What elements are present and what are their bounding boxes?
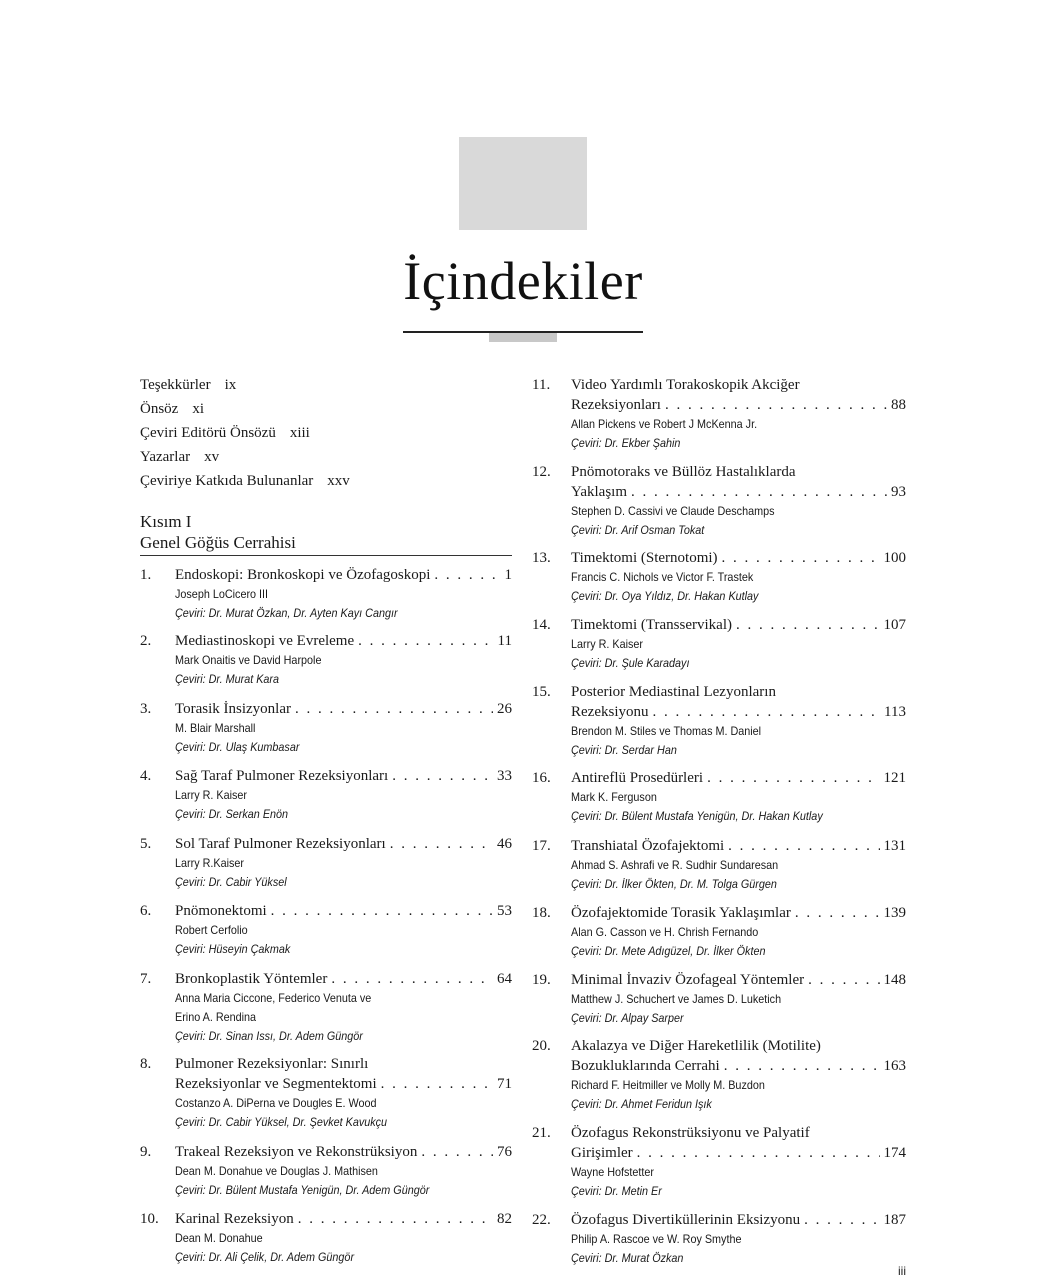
chapter-number: 21. [532, 1125, 551, 1141]
chapter-title-line: Özofagus Rekonstrüksiyonu ve Palyatif [571, 1125, 810, 1141]
toc-entry[interactable] [532, 903, 906, 961]
chapter-title-text: Transhiatal Özofajektomi [571, 838, 725, 854]
chapter-title [571, 903, 906, 923]
dot-leader [631, 482, 887, 502]
chapter-title-text: Rezeksiyonları [571, 397, 661, 413]
chapter-title-text: Antireflü Prosedürleri [571, 770, 704, 786]
chapter-title-line: Posterior Mediastinal Lezyonların [571, 684, 776, 700]
chapter-translator: Çeviri: Dr. Murat Kara [175, 672, 280, 686]
chapter-authors: Alan G. Casson ve H. Chrish Fernando [571, 925, 759, 939]
chapter-title-line: Video Yardımlı Torakoskopik Akciğer [571, 377, 800, 393]
chapter-number: 22. [532, 1212, 551, 1228]
chapter-title-text: Torasik İnsizyonlar [175, 701, 292, 717]
chapter-title-text: Sağ Taraf Pulmoner Rezeksiyonları [175, 768, 389, 784]
chapter-translator: Çeviri: Dr. Şule Karadayı [571, 656, 690, 670]
dot-leader [298, 1209, 493, 1229]
chapter-title-text: Trakeal Rezeksiyon ve Rekonstrüksiyon [175, 1144, 418, 1160]
front-matter-item[interactable]: Önsöz xi [140, 401, 204, 417]
dot-leader [331, 969, 493, 989]
toc-entry[interactable] [140, 699, 512, 757]
chapter-page-number: 53 [497, 903, 512, 919]
part-title: Genel Göğüs Cerrahisi [140, 533, 296, 552]
chapter-title [175, 901, 512, 921]
front-matter-list [140, 373, 350, 493]
chapter-title [175, 766, 512, 786]
front-matter-item[interactable]: Teşekkürler ix [140, 377, 237, 393]
chapter-translator: Çeviri: Dr. Sinan Issı, Dr. Adem Güngör [175, 1029, 363, 1043]
chapter-body [175, 766, 512, 824]
chapter-number: 19. [532, 972, 551, 988]
chapter-body [175, 565, 512, 623]
chapter-body [571, 462, 906, 540]
chapter-page-number: 163 [883, 1058, 906, 1074]
chapter-translator: Çeviri: Dr. İlker Ökten, Dr. M. Tolga Gürgen [571, 877, 777, 891]
chapter-authors: Larry R.Kaiser [175, 856, 245, 870]
chapter-body [175, 969, 512, 1046]
chapter-number: 18. [532, 905, 551, 921]
toc-entry[interactable] [140, 766, 512, 824]
chapter-authors: Larry R. Kaiser [175, 788, 248, 802]
dot-leader [724, 1056, 880, 1076]
chapter-title [175, 969, 512, 989]
chapter-title [571, 970, 906, 990]
chapter-page-number: 46 [497, 836, 512, 852]
chapter-title [175, 631, 512, 651]
chapter-title-text: Bronkoplastik Yöntemler [175, 971, 328, 987]
chapter-page-number: 64 [497, 971, 512, 987]
chapter-number: 2. [140, 633, 152, 649]
chapter-number: 11. [532, 377, 551, 393]
dot-leader [434, 565, 500, 585]
chapter-body [571, 682, 906, 760]
chapter-page-number: 1 [504, 567, 512, 583]
chapter-body [571, 970, 906, 1028]
toc-entry[interactable] [532, 1210, 906, 1268]
toc-entry[interactable] [532, 682, 906, 760]
chapter-title-line: Pnömotoraks ve Büllöz Hastalıklarda [571, 464, 796, 480]
dot-leader [381, 1074, 493, 1094]
dot-leader [707, 768, 879, 788]
chapter-authors: Erino A. Rendina [175, 1010, 257, 1024]
chapter-title [175, 1142, 512, 1162]
toc-entry[interactable] [140, 969, 512, 1046]
chapter-page-number: 113 [884, 704, 906, 720]
chapter-authors: Joseph LoCicero III [175, 587, 269, 601]
toc-entry[interactable] [140, 901, 512, 959]
part-label: Kısım I [140, 512, 192, 531]
toc-entry[interactable] [140, 631, 512, 689]
chapter-authors: Larry R. Kaiser [571, 637, 644, 651]
chapter-authors: Brendon M. Stiles ve Thomas M. Daniel [571, 724, 762, 738]
dot-leader [358, 631, 493, 651]
chapter-title [571, 482, 906, 502]
chapter-number: 6. [140, 903, 152, 919]
chapter-translator: Çeviri: Dr. Metin Er [571, 1184, 662, 1198]
chapter-page-number: 26 [497, 701, 512, 717]
chapter-title [175, 834, 512, 854]
chapter-title-text: Karinal Rezeksiyon [175, 1211, 294, 1227]
toc-entry[interactable] [140, 1209, 512, 1267]
chapter-body [175, 631, 512, 689]
chapter-body [571, 903, 906, 961]
toc-entry[interactable] [532, 1036, 906, 1114]
chapter-translator: Çeviri: Dr. Alpay Sarper [571, 1011, 684, 1025]
toc-entry[interactable] [140, 565, 512, 623]
chapter-number: 5. [140, 836, 152, 852]
dot-leader [392, 766, 493, 786]
chapter-authors: Ahmad S. Ashrafi ve R. Sudhir Sundaresan [571, 858, 779, 872]
page-title: İçindekiler [403, 251, 643, 311]
chapter-body [571, 615, 906, 673]
chapter-authors: Dean M. Donahue [175, 1231, 263, 1245]
chapter-body [571, 1210, 906, 1268]
front-matter-item[interactable]: Yazarlar xv [140, 449, 220, 465]
chapter-number: 13. [532, 550, 551, 566]
chapter-translator: Çeviri: Dr. Serdar Han [571, 743, 677, 757]
chapter-number: 9. [140, 1144, 152, 1160]
chapter-number: 8. [140, 1056, 152, 1072]
dot-leader [421, 1142, 493, 1162]
chapter-body [175, 1054, 512, 1132]
chapter-authors: Dean M. Donahue ve Douglas J. Mathisen [175, 1164, 378, 1178]
chapter-number: 14. [532, 617, 551, 633]
dot-leader [271, 901, 493, 921]
chapter-translator: Çeviri: Dr. Bülent Mustafa Yenigün, Dr. Hakan Kutlay [571, 809, 823, 823]
chapter-title [571, 1210, 906, 1230]
chapter-body [571, 1036, 906, 1114]
chapter-number: 4. [140, 768, 152, 784]
chapter-title [571, 1143, 906, 1163]
chapter-title [571, 836, 906, 856]
toc-entry[interactable] [532, 462, 906, 540]
chapter-translator: Çeviri: Dr. Ekber Şahin [571, 436, 681, 450]
chapter-translator: Çeviri: Dr. Ali Çelik, Dr. Adem Güngör [175, 1250, 355, 1264]
chapter-page-number: 11 [497, 633, 512, 649]
part-heading [140, 512, 512, 556]
chapter-body [571, 548, 906, 606]
chapter-title-text: Endoskopi: Bronkoskopi ve Özofagoskopi [175, 567, 431, 583]
dot-leader [665, 395, 887, 415]
chapter-authors: Francis C. Nichols ve Victor F. Trastek [571, 570, 754, 584]
chapter-title-text: Rezeksiyonu [571, 704, 649, 720]
chapter-title [571, 702, 906, 722]
chapter-page-number: 88 [891, 397, 906, 413]
chapter-translator: Çeviri: Dr. Mete Adıgüzel, Dr. İlker Ökten [571, 944, 766, 958]
chapter-title-text: Minimal İnvaziv Özofageal Yöntemler [571, 972, 805, 988]
chapter-number: 17. [532, 838, 551, 854]
chapter-authors: Allan Pickens ve Robert J McKenna Jr. [571, 417, 758, 431]
chapter-authors: Robert Cerfolio [175, 923, 248, 937]
chapter-page-number: 93 [891, 484, 906, 500]
toc-entry[interactable] [140, 834, 512, 892]
title-tab-decoration [489, 333, 557, 342]
chapter-title-text: Timektomi (Sternotomi) [571, 550, 718, 566]
chapter-authors: Anna Maria Ciccone, Federico Venuta ve [175, 991, 372, 1005]
chapter-translator: Çeviri: Dr. Cabir Yüksel, Dr. Şevket Kavukçu [175, 1115, 388, 1129]
dot-leader [808, 970, 879, 990]
toc-entry[interactable] [532, 548, 906, 606]
chapter-authors: Stephen D. Cassivi ve Claude Deschamps [571, 504, 775, 518]
dot-leader [722, 548, 880, 568]
chapter-body [571, 375, 906, 453]
chapter-page-number: 131 [883, 838, 906, 854]
chapter-page-number: 33 [497, 768, 512, 784]
chapter-title-text: Yaklaşım [571, 484, 627, 500]
chapter-number: 1. [140, 567, 152, 583]
chapter-translator: Çeviri: Dr. Oya Yıldız, Dr. Hakan Kutlay [571, 589, 759, 603]
chapter-page-number: 174 [883, 1145, 906, 1161]
chapter-authors: Matthew J. Schuchert ve James D. Luketich [571, 992, 782, 1006]
chapter-authors: Richard F. Heitmiller ve Molly M. Buzdon [571, 1078, 765, 1092]
chapter-authors: Mark Onaitis ve David Harpole [175, 653, 322, 667]
chapter-page-number: 107 [883, 617, 906, 633]
front-matter-item[interactable]: Çeviri Editörü Önsözü xiii [140, 425, 310, 441]
toc-entry[interactable] [532, 375, 906, 453]
chapter-title-text: Bozukluklarında Cerrahi [571, 1058, 720, 1074]
chapter-body [175, 834, 512, 892]
chapter-translator: Çeviri: Dr. Ulaş Kumbasar [175, 740, 300, 754]
chapter-number: 3. [140, 701, 152, 717]
chapter-authors: Mark K. Ferguson [571, 790, 657, 804]
chapter-title [175, 1074, 512, 1094]
chapter-translator: Çeviri: Dr. Murat Özkan [571, 1251, 684, 1265]
chapter-title [175, 565, 512, 585]
chapter-translator: Çeviri: Dr. Arif Osman Tokat [571, 523, 705, 537]
chapter-title [571, 395, 906, 415]
chapter-translator: Çeviri: Dr. Cabir Yüksel [175, 875, 287, 889]
dot-leader [390, 834, 493, 854]
chapter-title-text: Sol Taraf Pulmoner Rezeksiyonları [175, 836, 386, 852]
dot-leader [637, 1143, 880, 1163]
chapter-number: 10. [140, 1211, 159, 1227]
chapter-translator: Çeviri: Dr. Bülent Mustafa Yenigün, Dr. Adem Güngör [175, 1183, 430, 1197]
toc-entry[interactable] [532, 768, 906, 826]
chapter-page-number: 71 [497, 1076, 512, 1092]
toc-entry[interactable] [532, 970, 906, 1028]
chapter-body [571, 1123, 906, 1201]
chapter-number: 7. [140, 971, 152, 987]
chapter-number: 16. [532, 770, 551, 786]
chapter-title-text: Özofajektomide Torasik Yaklaşımlar [571, 905, 791, 921]
chapter-page-number: 187 [883, 1212, 906, 1228]
chapter-translator: Çeviri: Dr. Serkan Enön [175, 807, 289, 821]
chapter-title [175, 699, 512, 719]
chapter-title [571, 1056, 906, 1076]
header-grey-box [459, 137, 587, 230]
chapter-page-number: 121 [883, 770, 906, 786]
chapter-number: 12. [532, 464, 551, 480]
dot-leader [295, 699, 493, 719]
chapter-translator: Çeviri: Hüseyin Çakmak [175, 942, 291, 956]
chapter-body [175, 901, 512, 959]
chapter-title-text: Özofagus Divertiküllerinin Eksizyonu [571, 1212, 801, 1228]
toc-entry[interactable] [532, 1123, 906, 1201]
dot-leader [795, 903, 880, 923]
chapter-body [175, 1142, 512, 1200]
chapter-body [571, 836, 906, 894]
chapter-authors: Costanzo A. DiPerna ve Dougles E. Wood [175, 1096, 377, 1110]
chapter-authors: Wayne Hofstetter [571, 1165, 655, 1179]
toc-entry[interactable] [532, 836, 906, 894]
chapter-page-number: 82 [497, 1211, 512, 1227]
toc-entry[interactable] [140, 1054, 512, 1132]
chapter-title-text: Rezeksiyonlar ve Segmentektomi [175, 1076, 377, 1092]
chapter-title-text: Pnömonektomi [175, 903, 267, 919]
chapter-translator: Çeviri: Dr. Murat Özkan, Dr. Ayten Kayı Cangır [175, 606, 398, 620]
chapter-translator: Çeviri: Dr. Ahmet Feridun Işık [571, 1097, 712, 1111]
chapter-authors: M. Blair Marshall [175, 721, 256, 735]
chapter-title-text: Timektomi (Transservikal) [571, 617, 732, 633]
toc-entry[interactable] [532, 615, 906, 673]
chapter-title-text: Mediastinoskopi ve Evreleme [175, 633, 355, 649]
chapter-number: 15. [532, 684, 551, 700]
chapter-authors: Philip A. Rascoe ve W. Roy Smythe [571, 1232, 742, 1246]
chapter-body [175, 1209, 512, 1267]
dot-leader [736, 615, 880, 635]
chapter-title-line: Akalazya ve Diğer Hareketlilik (Motilite) [571, 1038, 821, 1054]
chapter-page-number: 148 [883, 972, 906, 988]
chapter-title [571, 548, 906, 568]
dot-leader [652, 702, 880, 722]
chapter-title [571, 615, 906, 635]
chapter-number: 20. [532, 1038, 551, 1054]
front-matter-item[interactable]: Çeviriye Katkıda Bulunanlar xxv [140, 473, 350, 489]
toc-entry[interactable] [140, 1142, 512, 1200]
chapter-body [571, 768, 906, 826]
chapter-title-line: Pulmoner Rezeksiyonlar: Sınırlı [175, 1056, 369, 1072]
part-rule [140, 555, 512, 556]
chapter-title [571, 768, 906, 788]
chapter-title [175, 1209, 512, 1229]
chapter-title-text: Girişimler [571, 1145, 633, 1161]
dot-leader [728, 836, 879, 856]
chapter-page-number: 100 [883, 550, 906, 566]
chapter-body [175, 699, 512, 757]
dot-leader [804, 1210, 879, 1230]
chapter-page-number: 76 [497, 1144, 512, 1160]
chapter-page-number: 139 [883, 905, 906, 921]
page-number: iii [898, 1264, 906, 1278]
